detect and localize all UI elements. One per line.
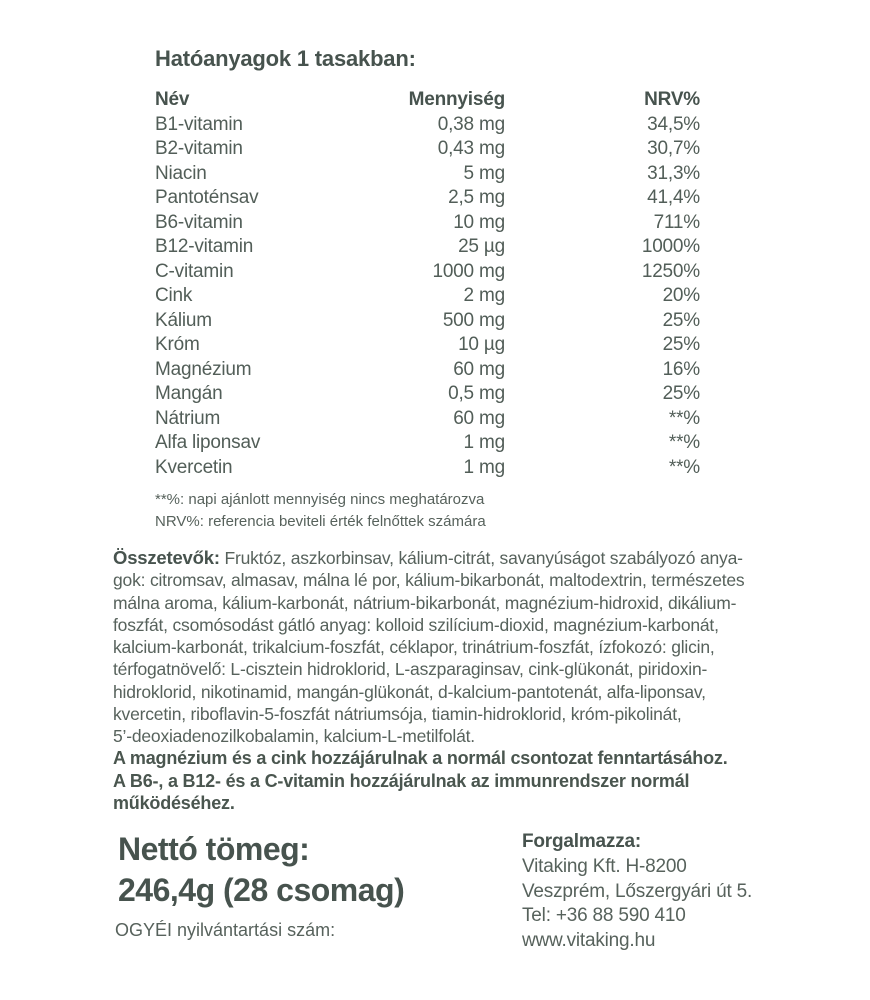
footnote-no-nrv: **%: napi ajánlott mennyiség nincs meghatározva <box>155 491 485 508</box>
ingredients-label: Összetevők: <box>113 547 220 568</box>
table-row <box>155 162 700 187</box>
nutrient-name: B6-vitamin <box>155 211 243 233</box>
ingredients-paragraph <box>113 547 763 748</box>
nutrient-nrv: 25% <box>662 334 700 355</box>
nutrient-name: Nátrium <box>155 407 221 429</box>
nutrient-name: Alfa liponsav <box>155 432 261 453</box>
claim-line: A magnézium és a cink hozzájárulnak a normál csontozat fenntartásához. <box>113 748 728 768</box>
nutrient-name: Magnézium <box>155 358 252 380</box>
nutrient-name: Kálium <box>155 309 212 331</box>
distributor-website: www.vitaking.hu <box>522 930 656 952</box>
nutrient-nrv: 16% <box>662 358 700 380</box>
nutrient-nrv: 30,7% <box>647 138 700 159</box>
table-row <box>155 186 700 211</box>
nutrient-nrv: 41,4% <box>647 187 700 208</box>
ingredients-first-line: Fruktóz, aszkorbinsav, kálium-citrát, savanyúságot szabályozó anya- <box>219 548 743 568</box>
nutrient-name: Pantoténsav <box>155 187 259 208</box>
nutrient-nrv: 1000% <box>641 236 700 257</box>
nutrient-quantity: 1 mg <box>463 456 505 478</box>
nutrient-quantity: 5 mg <box>463 162 505 184</box>
registration-number-label: OGYÉI nyilvántartási szám: <box>115 920 336 940</box>
nutrient-nrv: **% <box>668 407 700 429</box>
table-row <box>155 407 700 432</box>
health-claims-paragraph <box>113 747 763 815</box>
table-row <box>155 260 700 285</box>
nutrient-name: Króm <box>155 334 200 355</box>
ingredients-line: térfogatnövelő: L-cisztein hidroklorid, L-aszparaginsav, cink-glükonát, piridoxin- <box>113 659 708 680</box>
nutrient-quantity: 0,5 mg <box>448 383 505 404</box>
nutrient-quantity: 0,38 mg <box>437 113 505 135</box>
column-header-quantity: Mennyiség <box>408 89 505 110</box>
nutrient-nrv: 25% <box>662 309 700 331</box>
ingredients-line: gok: citromsav, almasav, málna lé por, kálium-bikarbonát, maltodextrin, természetes <box>113 570 745 591</box>
nutrition-table <box>155 88 700 480</box>
distributor-address: Veszprém, Lőszergyári út 5. <box>522 880 753 902</box>
nutrient-name: Mangán <box>155 383 223 404</box>
ingredients-line: 5’-deoxiadenozilkobalamin, kalcium-L-metilfolát. <box>113 726 475 747</box>
nutrient-name: C-vitamin <box>155 260 234 282</box>
table-row <box>155 456 700 481</box>
table-row <box>155 211 700 236</box>
nutrient-nrv: 31,3% <box>647 162 700 184</box>
nutrient-quantity: 60 mg <box>453 407 505 429</box>
nutrient-name: B2-vitamin <box>155 138 243 159</box>
nutrient-name: Kvercetin <box>155 456 233 478</box>
nutrient-name: B12-vitamin <box>155 236 254 257</box>
net-weight-value: 246,4g (28 csomag) <box>118 872 405 908</box>
distributor-block <box>522 830 752 954</box>
nutrient-quantity: 1000 mg <box>432 260 505 282</box>
nutrient-nrv: **% <box>668 432 700 453</box>
ingredients-line: foszfát, csomósodást gátló anyag: kolloid szilícium-dioxid, magnézium-karbonát, <box>113 614 719 635</box>
claim-line: működéséhez. <box>113 793 235 813</box>
nutrient-nrv: 34,5% <box>647 113 700 135</box>
ingredients-line: kvercetin, riboflavin-5-foszfát nátriumsója, tiamin-hidroklorid, króm-pikolinát, <box>113 704 682 725</box>
nutrient-quantity: 10 µg <box>458 334 505 355</box>
nutrient-quantity: 2,5 mg <box>448 187 505 208</box>
table-row <box>155 358 700 383</box>
column-header-nrv: NRV% <box>644 89 700 110</box>
table-row <box>155 382 700 407</box>
ingredients-line: málna aroma, kálium-karbonát, nátrium-bikarbonát, magnézium-hidroxid, dikálium- <box>113 592 737 613</box>
table-row <box>155 137 700 162</box>
nutrient-quantity: 0,43 mg <box>437 138 505 159</box>
net-weight-label: Nettó tömeg: <box>118 831 310 867</box>
nutrient-quantity: 1 mg <box>463 432 505 453</box>
nutrient-nrv: 20% <box>662 285 700 306</box>
distributor-label: Forgalmazza: <box>522 831 642 852</box>
nutrient-quantity: 25 µg <box>458 236 505 257</box>
ingredients-line: kalcium-karbonát, trikalcium-foszfát, céklapor, trinátrium-foszfát, ízfokozó: glicin, <box>113 637 715 658</box>
nutrient-quantity: 500 mg <box>442 309 505 331</box>
nutrient-quantity: 10 mg <box>453 211 505 233</box>
table-footnotes <box>155 489 486 532</box>
table-row <box>155 309 700 334</box>
nutrient-nrv: 711% <box>653 211 700 233</box>
ingredients-line: hidroklorid, nikotinamid, mangán-glükonát, d-kalcium-pantotenát, alfa-liponsav, <box>113 681 706 702</box>
nutrient-name: B1-vitamin <box>155 113 243 135</box>
nutrient-name: Cink <box>155 285 193 306</box>
table-row <box>155 113 700 138</box>
nutrient-quantity: 60 mg <box>453 358 505 380</box>
active-ingredients-title: Hatóanyagok 1 tasakban: <box>155 46 416 71</box>
table-row <box>155 333 700 358</box>
footnote-nrv-definition: NRV%: referencia beviteli érték felnőttek számára <box>155 512 486 530</box>
claim-line: A B6-, a B12- és a C-vitamin hozzájárulnak az immunrendszer normál <box>113 770 690 791</box>
ingredients-line <box>113 547 763 569</box>
nutrient-nrv: **% <box>668 456 700 478</box>
nutrient-name: Niacin <box>155 162 207 184</box>
table-row <box>155 235 700 260</box>
table-row <box>155 431 700 456</box>
distributor-company: Vitaking Kft. H-8200 <box>522 855 687 877</box>
table-header-row <box>155 88 700 113</box>
nutrient-nrv: 1250% <box>641 260 700 282</box>
column-header-name: Név <box>155 89 190 110</box>
table-row <box>155 284 700 309</box>
distributor-phone: Tel: +36 88 590 410 <box>522 905 686 927</box>
nutrient-quantity: 2 mg <box>463 285 505 306</box>
nutrient-nrv: 25% <box>662 383 700 404</box>
